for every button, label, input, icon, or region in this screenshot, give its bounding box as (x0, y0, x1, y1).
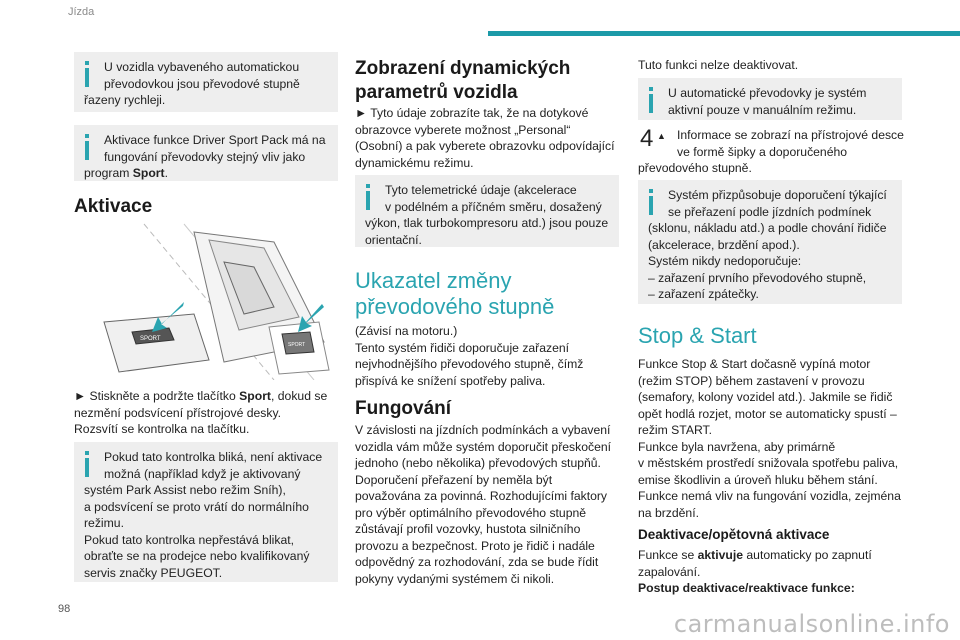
header-accent-bar (488, 31, 960, 36)
note-line: systém Park Assist nebo režim Sníh), (84, 483, 286, 497)
instruction-line (74, 388, 344, 405)
note-line: (sklonu, nákladu atd.) a podle chování řidiče (648, 221, 887, 235)
para-info-display (638, 127, 908, 177)
para-line: ve formě šipky a doporučeného (677, 144, 848, 159)
note-line: servis značky PEUGEOT. (84, 565, 223, 580)
note-line: obraťte se na prodejce nebo kvalifikovaný (84, 549, 310, 563)
page-number: 98 (58, 603, 71, 615)
text: Funkce se (638, 548, 698, 562)
para-line: Funkce byla navržena, aby primárně (638, 439, 836, 454)
info-icon (85, 134, 89, 161)
heading-line: Zobrazení dynamických (355, 58, 571, 79)
para-line: Funkce Stop & Start dočasně vypíná motor (638, 357, 871, 371)
para-line: převodového stupně. (638, 161, 752, 175)
para-line: (Osobní) a pak vyberete obrazovku odpovídající (355, 139, 615, 153)
note-automatic-manual-mode (638, 78, 902, 120)
note-telemetry (355, 175, 619, 247)
para-line: v městském prostředí snižovala spotřebu paliva, (638, 456, 899, 470)
note-line: Systém nikdy nedoporučuje: (648, 254, 802, 268)
heading-line: Ukazatel změny (355, 268, 512, 293)
para-line: Doporučení přeřazení by neměla být (355, 472, 553, 487)
note-line: režimu. (84, 516, 124, 530)
heading-line: převodového stupně (355, 294, 555, 319)
para-deactivation (638, 547, 910, 597)
para-line: Postup deaktivace/reaktivace funkce: (638, 581, 855, 595)
note-line: převodovkou jsou převodové stupně (104, 76, 300, 91)
instruction-line: Rozsvítí se kontrolka na tlačítku. (74, 422, 250, 436)
para-line: režim START. (638, 423, 713, 437)
instruction-line: nezmění podsvícení přístrojové desky. (74, 405, 282, 420)
watermark: carmanualsonline.info (673, 610, 950, 638)
para-line: vozidla vám může systém doporučit přeskočení (355, 439, 612, 454)
note-line: Tyto telemetrické údaje (akcelerace (385, 183, 577, 197)
heading-fungovani: Fungování (355, 398, 452, 419)
note-line: orientační. (365, 232, 422, 247)
note-line: – zařazení prvního převodového stupně, (648, 270, 867, 285)
para-gear-indicator (355, 323, 625, 389)
para-cannot-deactivate: Tuto funkci nelze deaktivovat. (638, 58, 799, 72)
text: ► Stiskněte a podržte tlačítko (74, 389, 240, 403)
para-line: provozu a bezpečnost. Proto je řidič i nadále (355, 538, 595, 553)
note-automatic-gearbox (74, 52, 338, 112)
sport-term: Sport (239, 389, 271, 403)
para-line: Tento systém řidiči doporučuje zařazení (355, 340, 570, 355)
para-stop-start (638, 356, 910, 521)
para-line: Informace se zobrazí na přístrojové desce (677, 128, 904, 142)
para-line: odpovědný za rozhodování, zda se bude řídit (355, 555, 599, 569)
heading-dynamic-parameters (355, 57, 625, 105)
para-line: pro výběr optimálního převodového stupně (355, 505, 587, 520)
para-line: V závislosti na jízdních podmínkách a vybavení (355, 423, 611, 437)
info-icon (85, 61, 89, 88)
note-line: řazeny rychleji. (84, 93, 166, 107)
note-line: Pokud tato kontrolka bliká, není aktivace (104, 450, 323, 464)
sport-button-label-detail: SPORT (288, 342, 306, 348)
para-line: opět hodlá rozjet, motor se automaticky spustí – (638, 406, 897, 421)
para-dynamic-display (355, 105, 625, 171)
heading-gear-indicator (355, 268, 625, 320)
heading-stop-start: Stop & Start (638, 323, 757, 348)
text: automaticky po zapnutí (743, 548, 872, 562)
note-line: aktivní pouze v manuálním režimu. (668, 102, 857, 117)
instruction-sport (74, 388, 344, 438)
gear-number: 4 (640, 125, 654, 152)
para-line: emise škodlivin a úroveň hluku během stání. (638, 472, 878, 487)
heading-aktivace: Aktivace (74, 196, 153, 217)
para-line: zapalování. (638, 564, 701, 579)
para-line: dynamickému režimu. (355, 155, 474, 170)
para-line: Funkce nemá vliv na fungování vozidla, zejména (638, 489, 901, 503)
sport-term: Sport (132, 166, 165, 180)
note-line: v podélném a příčném směru, dosažený (385, 199, 602, 214)
note-driver-sport-pack (74, 125, 338, 181)
note-line: fungování převodovky stejný vliv jako (104, 149, 306, 164)
sport-button-label: SPORT (140, 336, 161, 342)
note-line: (akcelerace, brzdění apod.). (648, 237, 800, 252)
note-line: Systém přizpůsobuje doporučení týkající (668, 188, 887, 202)
section-header: Jízda (68, 6, 95, 18)
para-line: ► Tyto údaje zobrazíte tak, že na dotykové (355, 106, 589, 120)
para-line: považována za povinná. Rozhodujícími faktory (355, 489, 608, 503)
note-line: se přeřazení podle jízdních podmínek (668, 204, 872, 219)
para-line: na brzdění. (638, 505, 699, 520)
info-icon (85, 451, 89, 478)
para-line (638, 547, 910, 564)
para-line: nejvhodnějšího převodového stupně, čímž (355, 357, 584, 371)
sport-button-illustration (74, 222, 340, 380)
note-line: výkon, tlak turbokompresoru atd.) jsou pouze (365, 216, 609, 230)
para-line: (režim STOP) během zastavení v provozu (638, 373, 865, 388)
note-line: Aktivace funkce Driver Sport Pack má na (104, 133, 326, 147)
text: program (84, 166, 133, 180)
note-warning-light (74, 442, 338, 582)
shift-up-arrow-icon: ▲ (657, 131, 666, 141)
text: , dokud se (271, 389, 328, 403)
text: . (164, 166, 168, 180)
info-icon (649, 87, 653, 114)
para-line: přispívá ke snížení spotřeby paliva. (355, 373, 546, 388)
para-line: (Závisí na motoru.) (355, 324, 458, 338)
bold-term: aktivuje (697, 548, 744, 562)
para-line: pokyny vydanými systémem či nikoli. (355, 571, 555, 586)
para-fungovani (355, 422, 627, 587)
heading-line: parametrů vozidla (355, 82, 518, 103)
subheading-deactivation: Deaktivace/opětovná aktivace (638, 527, 830, 542)
note-system-adapts (638, 180, 902, 304)
note-line: U vozidla vybaveného automatickou (104, 60, 300, 74)
para-line: obrazovce vyberete možnost „Personal“ (355, 122, 571, 137)
note-line: Pokud tato kontrolka nepřestává blikat, (84, 532, 295, 547)
note-line: a podsvícení se proto vrátí do normálního (84, 499, 309, 514)
note-line: U automatické převodovky je systém (668, 86, 867, 100)
note-line (84, 166, 168, 180)
info-icon (649, 189, 653, 216)
para-line: jednoho (nebo několika) převodových stupňů. (355, 456, 601, 470)
note-line: možná (například když je aktivovaný (104, 466, 301, 481)
note-line: – zařazení zpátečky. (648, 287, 759, 301)
para-line: (semafory, kolony vozidel atd.). Jakmile se řidič (638, 390, 893, 404)
para-line: zůstávají profil vozovky, hustota silničního (355, 522, 581, 536)
info-icon (366, 184, 370, 211)
